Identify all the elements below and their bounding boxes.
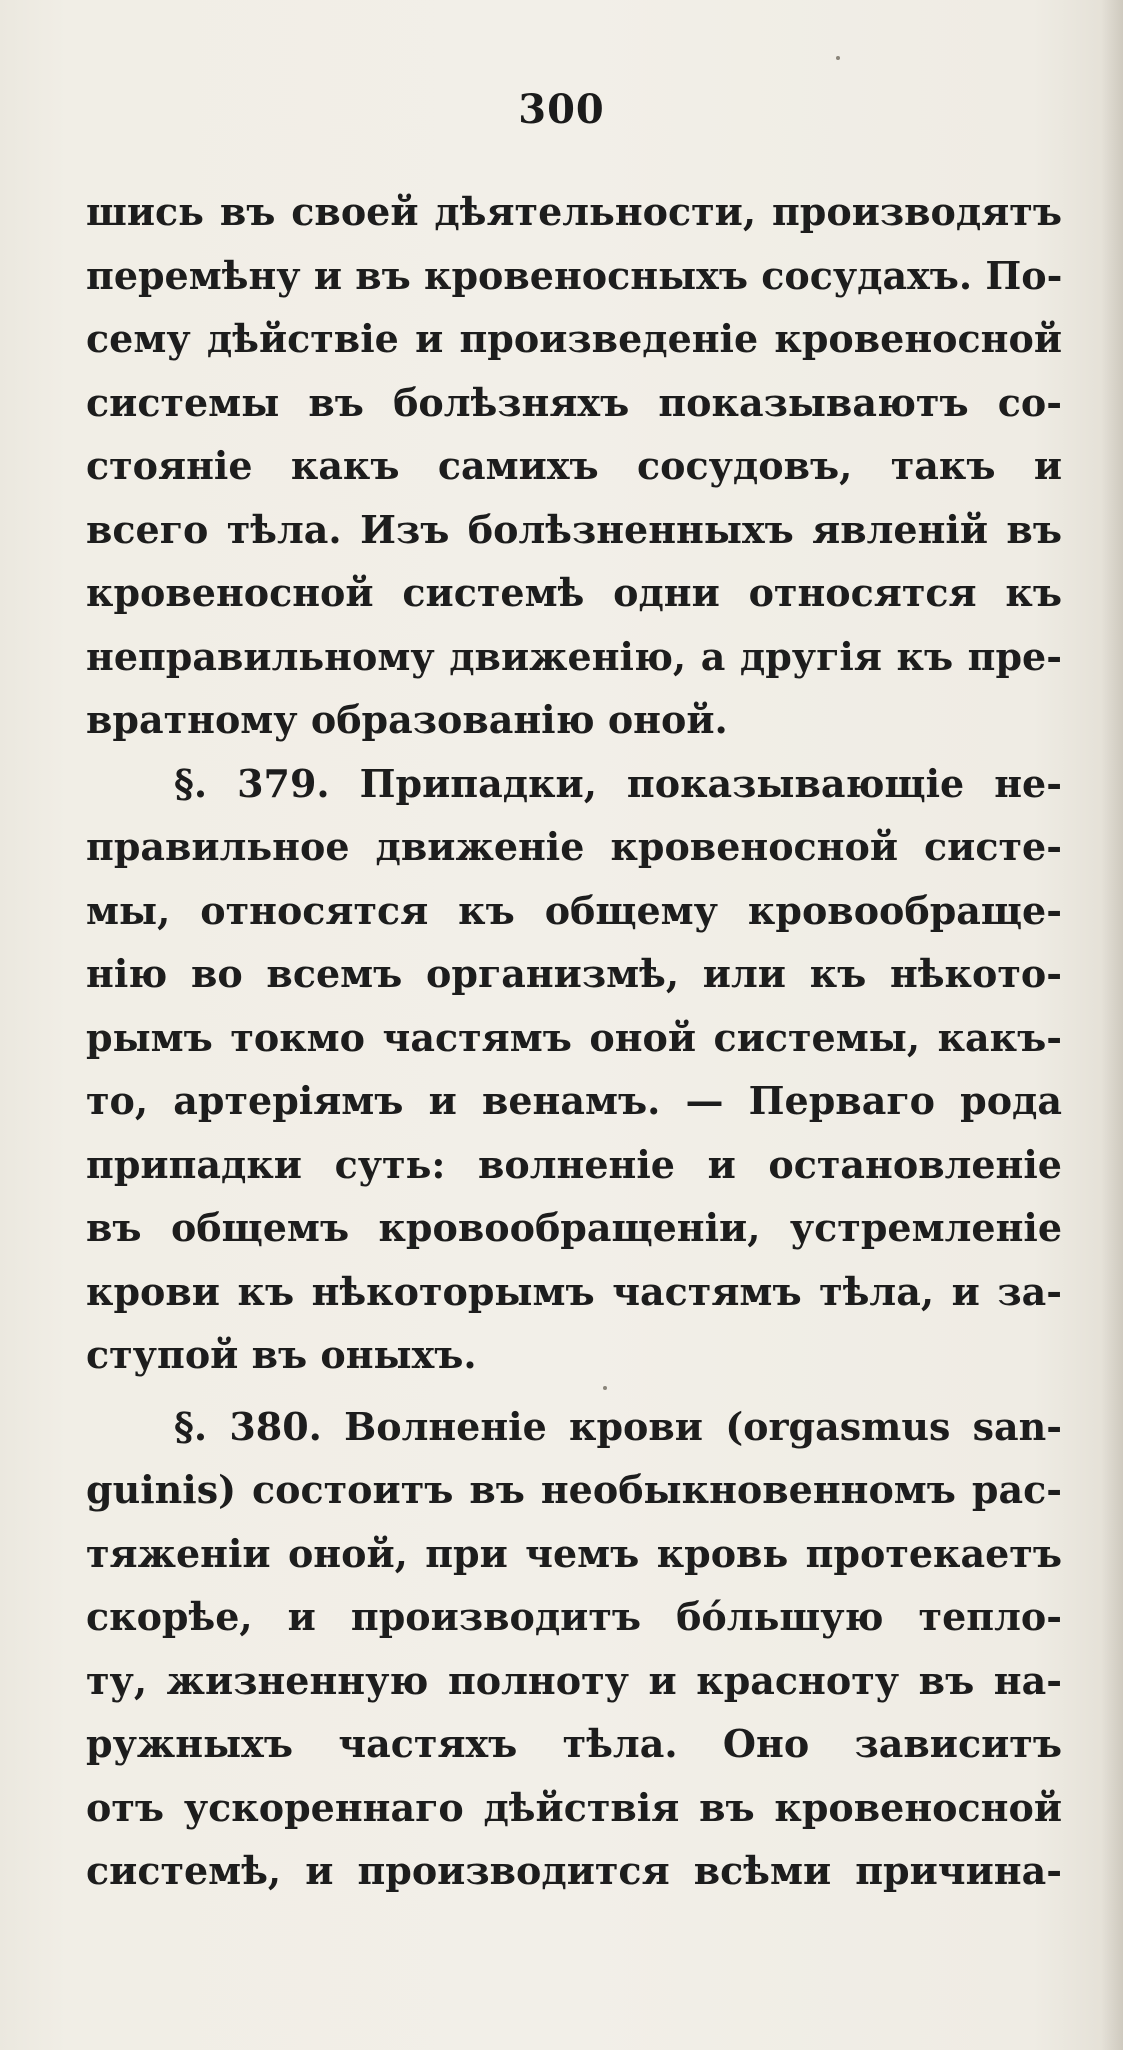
text-line: въ общемъ кровообращеніи, устремленіе: [86, 1205, 1062, 1250]
paper-speck: [836, 56, 840, 60]
text-line: перемѣну и въ кровеносныхъ сосудахъ. По-: [86, 252, 1062, 298]
text-line: ружныхъ частяхъ тѣла. Оно зависитъ: [86, 1721, 1062, 1766]
text-line: крови къ нѣкоторымъ частямъ тѣла, и за-: [86, 1268, 1062, 1314]
text-line: вратному образованію оной.: [86, 697, 728, 742]
text-line: скорѣе, и производитъ бо́льшую тепло-: [86, 1594, 1062, 1639]
text-line: отъ ускореннаго дѣйствія въ кровеносной: [86, 1784, 1062, 1830]
text-line: рымъ токмо частямъ оной системы, какъ-: [86, 1014, 1062, 1060]
text-line: мы, относятся къ общему кровообраще-: [86, 887, 1062, 933]
section-380-heading-line: §. 380. Волненіе крови (orgasmus san-: [174, 1403, 1062, 1449]
section-379-heading-line: §. 379. Припадки, показывающіе не-: [174, 760, 1062, 806]
text-line: системѣ, и производится всѣми причина-: [86, 1848, 1062, 1893]
text-line: неправильному движенію, а другія къ пре-: [86, 633, 1062, 679]
text-line: ступой въ оныхъ.: [86, 1332, 477, 1377]
text-line: припадки суть: волненіе и остановленіе: [86, 1141, 1062, 1187]
text-line: шись въ своей дѣятельности, производятъ: [86, 189, 1062, 234]
text-line: правильное движеніе кровеносной систе-: [86, 824, 1062, 869]
text-line: стояніе какъ самихъ сосудовъ, такъ и: [86, 443, 1062, 488]
text-line: guinis) состоитъ въ необыкновенномъ рас-: [86, 1467, 1062, 1512]
text-line: системы въ болѣзняхъ показываютъ со-: [86, 379, 1062, 425]
page-edge-shadow: [1101, 0, 1123, 2050]
text-line: сему дѣйствіе и произведеніе кровеносной: [86, 316, 1062, 361]
page-number: 300: [518, 86, 605, 133]
text-line: кровеносной системѣ одни относятся къ: [86, 570, 1062, 615]
text-line: нію во всемъ организмѣ, или къ нѣкото-: [86, 951, 1062, 996]
text-line: то, артеріямъ и венамъ. — Перваго рода: [86, 1078, 1062, 1123]
text-line: тяженіи оной, при чемъ кровь протекаетъ: [86, 1530, 1062, 1576]
body-text: [86, 180, 1062, 1903]
text-line: всего тѣла. Изъ болѣзненныхъ явленій въ: [86, 506, 1062, 552]
paragraph-gap: [86, 1387, 1062, 1395]
text-line: ту, жизненную полноту и красноту въ на-: [86, 1657, 1062, 1703]
